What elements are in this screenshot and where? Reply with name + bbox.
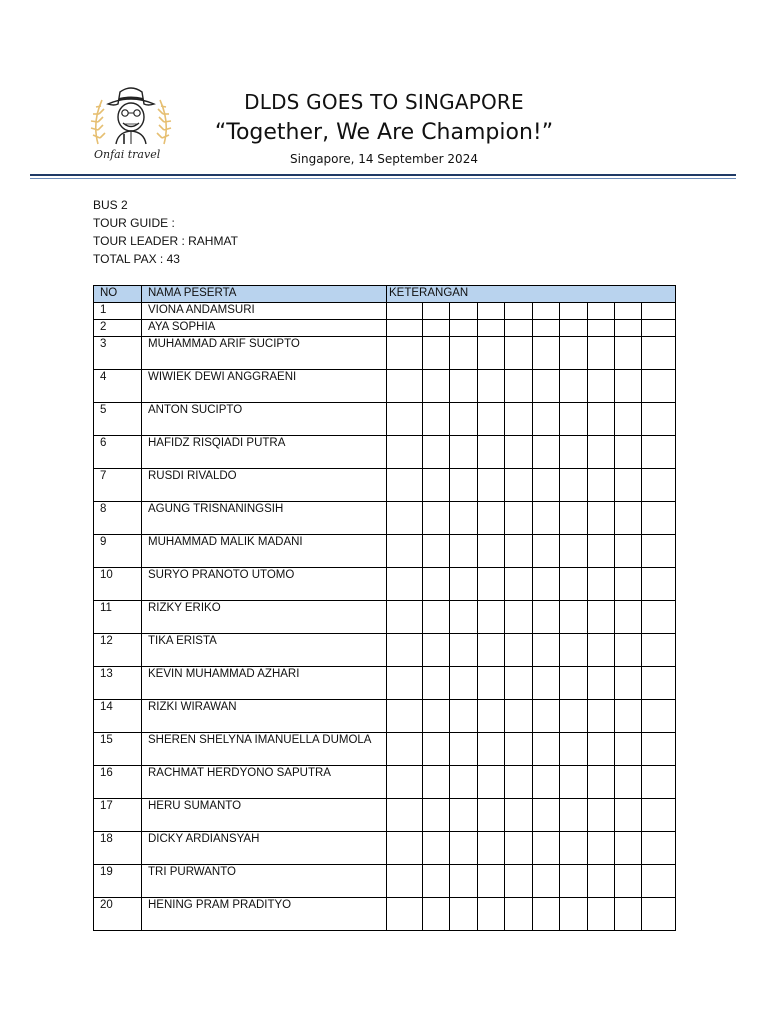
remark-cell [642, 403, 676, 436]
remark-cell [387, 634, 423, 667]
remark-cell [505, 568, 533, 601]
remark-cell [505, 469, 533, 502]
remark-cell [478, 634, 505, 667]
remark-cell [450, 700, 478, 733]
row-number: 12 [94, 634, 142, 667]
remark-cell [642, 436, 676, 469]
table-row [94, 469, 676, 502]
tour-leader-label: TOUR LEADER : RAHMAT [93, 234, 238, 248]
remark-cell [505, 403, 533, 436]
remark-cell [387, 568, 423, 601]
table-row [94, 502, 676, 535]
remark-cell [505, 337, 533, 370]
remark-cell [478, 700, 505, 733]
remark-cell [423, 832, 450, 865]
remark-cell [478, 436, 505, 469]
row-number: 18 [94, 832, 142, 865]
remark-cell [615, 898, 642, 931]
remark-cell [533, 634, 560, 667]
row-number: 20 [94, 898, 142, 931]
remark-cell [560, 502, 588, 535]
remark-cell [642, 898, 676, 931]
remark-cell [505, 667, 533, 700]
remark-cell [387, 535, 423, 568]
remark-cell [450, 634, 478, 667]
remark-cell [505, 601, 533, 634]
remark-cell [533, 469, 560, 502]
remark-cell [615, 601, 642, 634]
remark-cell [450, 799, 478, 832]
remark-cell [615, 634, 642, 667]
remark-cell [423, 337, 450, 370]
remark-cell [533, 568, 560, 601]
tour-guide-label: TOUR GUIDE : [93, 216, 175, 230]
remark-cell [387, 733, 423, 766]
remark-cell [423, 403, 450, 436]
table-header-row [94, 286, 676, 303]
remark-cell [450, 303, 478, 320]
remark-cell [423, 303, 450, 320]
remark-cell [533, 799, 560, 832]
table-row [94, 832, 676, 865]
participant-name: RUSDI RIVALDO [142, 469, 387, 502]
remark-cell [533, 337, 560, 370]
remark-cell [423, 865, 450, 898]
remark-cell [387, 766, 423, 799]
remark-cell [642, 733, 676, 766]
remark-cell [505, 700, 533, 733]
remark-cell [588, 832, 615, 865]
remark-cell [450, 337, 478, 370]
remark-cell [387, 700, 423, 733]
remark-cell [642, 502, 676, 535]
remark-cell [642, 832, 676, 865]
remark-cell [505, 733, 533, 766]
participant-name: KEVIN MUHAMMAD AZHARI [142, 667, 387, 700]
remark-cell [533, 601, 560, 634]
remark-cell [387, 832, 423, 865]
remark-cell [423, 502, 450, 535]
participant-name: HAFIDZ RISQIADI PUTRA [142, 436, 387, 469]
remark-cell [478, 733, 505, 766]
remark-cell [423, 898, 450, 931]
remark-cell [387, 469, 423, 502]
remark-cell [387, 667, 423, 700]
row-number: 17 [94, 799, 142, 832]
total-pax-label: TOTAL PAX : 43 [93, 252, 180, 266]
participant-name: RIZKY ERIKO [142, 601, 387, 634]
remark-cell [450, 403, 478, 436]
participant-name: AGUNG TRISNANINGSIH [142, 502, 387, 535]
participant-name: HERU SUMANTO [142, 799, 387, 832]
remark-cell [560, 469, 588, 502]
header-rule-thin [30, 178, 736, 179]
row-number: 8 [94, 502, 142, 535]
remark-cell [450, 469, 478, 502]
row-number: 14 [94, 700, 142, 733]
remark-cell [478, 320, 505, 337]
remark-cell [615, 502, 642, 535]
bus-label: BUS 2 [93, 198, 128, 212]
remark-cell [588, 733, 615, 766]
remark-cell [387, 601, 423, 634]
remark-cell [615, 667, 642, 700]
table-row [94, 700, 676, 733]
row-number: 19 [94, 865, 142, 898]
remark-cell [387, 502, 423, 535]
slogan: “Together, We Are Champion!” [214, 120, 554, 145]
row-number: 3 [94, 337, 142, 370]
remark-cell [560, 766, 588, 799]
row-number: 10 [94, 568, 142, 601]
remark-cell [533, 303, 560, 320]
remark-cell [588, 535, 615, 568]
remark-cell [450, 568, 478, 601]
participant-name: AYA SOPHIA [142, 320, 387, 337]
remark-cell [450, 370, 478, 403]
participant-name: DICKY ARDIANSYAH [142, 832, 387, 865]
remark-cell [478, 469, 505, 502]
participant-name: RIZKI WIRAWAN [142, 700, 387, 733]
row-number: 9 [94, 535, 142, 568]
table-row [94, 370, 676, 403]
remark-cell [450, 436, 478, 469]
remark-cell [560, 601, 588, 634]
remark-cell [450, 535, 478, 568]
remark-cell [450, 766, 478, 799]
remark-cell [642, 667, 676, 700]
remark-cell [505, 320, 533, 337]
remark-cell [533, 535, 560, 568]
svg-text:Onfai travel: Onfai travel [94, 148, 161, 161]
remark-cell [423, 370, 450, 403]
remark-cell [423, 469, 450, 502]
remark-cell [505, 535, 533, 568]
remark-cell [588, 436, 615, 469]
remark-cell [642, 766, 676, 799]
remark-cell [505, 865, 533, 898]
remark-cell [450, 320, 478, 337]
remark-cell [560, 799, 588, 832]
remark-cell [533, 320, 560, 337]
remark-cell [533, 898, 560, 931]
remark-cell [533, 403, 560, 436]
remark-cell [450, 832, 478, 865]
remark-cell [505, 502, 533, 535]
participant-name: SURYO PRANOTO UTOMO [142, 568, 387, 601]
remark-cell [642, 700, 676, 733]
remark-cell [387, 436, 423, 469]
remark-cell [505, 634, 533, 667]
table-row [94, 667, 676, 700]
remark-cell [615, 337, 642, 370]
remark-cell [505, 766, 533, 799]
remark-cell [423, 436, 450, 469]
remark-cell [642, 337, 676, 370]
remark-cell [387, 799, 423, 832]
remark-cell [615, 403, 642, 436]
header-no: NO [94, 286, 142, 303]
remark-cell [533, 733, 560, 766]
remark-cell [560, 700, 588, 733]
remark-cell [588, 865, 615, 898]
remark-cell [478, 568, 505, 601]
participant-name: ANTON SUCIPTO [142, 403, 387, 436]
participant-name: VIONA ANDAMSURI [142, 303, 387, 320]
remark-cell [478, 535, 505, 568]
remark-cell [588, 370, 615, 403]
remark-cell [615, 436, 642, 469]
remark-cell [533, 700, 560, 733]
participant-name: HENING PRAM PRADITYO [142, 898, 387, 931]
remark-cell [560, 303, 588, 320]
table-row [94, 733, 676, 766]
trip-details [93, 196, 238, 268]
row-number: 16 [94, 766, 142, 799]
remark-cell [588, 502, 615, 535]
header-name: NAMA PESERTA [142, 286, 387, 303]
remark-cell [387, 320, 423, 337]
remark-cell [423, 766, 450, 799]
remark-cell [423, 535, 450, 568]
remark-cell [560, 667, 588, 700]
remark-cell [642, 303, 676, 320]
table-row [94, 601, 676, 634]
remark-cell [478, 370, 505, 403]
remark-cell [560, 898, 588, 931]
remark-cell [615, 700, 642, 733]
participant-name: TRI PURWANTO [142, 865, 387, 898]
row-number: 11 [94, 601, 142, 634]
remark-cell [478, 601, 505, 634]
remark-cell [450, 667, 478, 700]
remark-cell [533, 436, 560, 469]
participant-name: MUHAMMAD MALIK MADANI [142, 535, 387, 568]
remark-cell [588, 303, 615, 320]
remark-cell [615, 799, 642, 832]
remark-cell [478, 403, 505, 436]
remark-cell [560, 370, 588, 403]
remark-cell [505, 370, 533, 403]
table-row [94, 303, 676, 320]
remark-cell [450, 733, 478, 766]
participant-name: MUHAMMAD ARIF SUCIPTO [142, 337, 387, 370]
remark-cell [478, 502, 505, 535]
date-line: Singapore, 14 September 2024 [290, 152, 478, 166]
remark-cell [478, 865, 505, 898]
remark-cell [387, 337, 423, 370]
remark-cell [588, 568, 615, 601]
remark-cell [533, 766, 560, 799]
remark-cell [615, 535, 642, 568]
remark-cell [615, 766, 642, 799]
table-row [94, 337, 676, 370]
remark-cell [642, 799, 676, 832]
remark-cell [588, 601, 615, 634]
remark-cell [387, 370, 423, 403]
remark-cell [423, 733, 450, 766]
remark-cell [505, 799, 533, 832]
remark-cell [615, 320, 642, 337]
table-row [94, 403, 676, 436]
remark-cell [615, 469, 642, 502]
remark-cell [588, 337, 615, 370]
header-remarks: KETERANGAN [387, 286, 676, 303]
table-row [94, 766, 676, 799]
remark-cell [387, 898, 423, 931]
remark-cell [615, 832, 642, 865]
remark-cell [642, 634, 676, 667]
table-row [94, 898, 676, 931]
remark-cell [615, 733, 642, 766]
remark-cell [533, 865, 560, 898]
table-row [94, 865, 676, 898]
participant-table [93, 285, 676, 931]
remark-cell [505, 898, 533, 931]
remark-cell [423, 601, 450, 634]
remark-cell [423, 634, 450, 667]
remark-cell [450, 601, 478, 634]
remark-cell [560, 436, 588, 469]
participant-name: SHEREN SHELYNA IMANUELLA DUMOLA [142, 733, 387, 766]
remark-cell [642, 370, 676, 403]
remark-cell [387, 403, 423, 436]
remark-cell [588, 799, 615, 832]
remark-cell [642, 568, 676, 601]
row-number: 7 [94, 469, 142, 502]
remark-cell [450, 502, 478, 535]
row-number: 13 [94, 667, 142, 700]
remark-cell [642, 865, 676, 898]
remark-cell [478, 303, 505, 320]
participant-name: WIWIEK DEWI ANGGRAENI [142, 370, 387, 403]
row-number: 5 [94, 403, 142, 436]
row-number: 2 [94, 320, 142, 337]
participant-name: TIKA ERISTA [142, 634, 387, 667]
remark-cell [588, 469, 615, 502]
table-row [94, 799, 676, 832]
remark-cell [588, 700, 615, 733]
row-number: 4 [94, 370, 142, 403]
remark-cell [478, 898, 505, 931]
remark-cell [423, 320, 450, 337]
remark-cell [588, 667, 615, 700]
remark-cell [560, 337, 588, 370]
table-row [94, 634, 676, 667]
remark-cell [478, 337, 505, 370]
remark-cell [533, 370, 560, 403]
remark-cell [588, 898, 615, 931]
remark-cell [423, 799, 450, 832]
remark-cell [588, 320, 615, 337]
row-number: 6 [94, 436, 142, 469]
remark-cell [642, 320, 676, 337]
remark-cell [560, 320, 588, 337]
remark-cell [588, 766, 615, 799]
remark-cell [478, 799, 505, 832]
remark-cell [615, 303, 642, 320]
remark-cell [560, 634, 588, 667]
remark-cell [478, 766, 505, 799]
remark-cell [423, 568, 450, 601]
remark-cell [560, 865, 588, 898]
remark-cell [642, 469, 676, 502]
remark-cell [505, 436, 533, 469]
header-rule [30, 174, 736, 176]
remark-cell [560, 568, 588, 601]
remark-cell [387, 865, 423, 898]
remark-cell [615, 370, 642, 403]
remark-cell [560, 535, 588, 568]
remark-cell [560, 403, 588, 436]
table-row [94, 535, 676, 568]
remark-cell [533, 667, 560, 700]
remark-cell [642, 535, 676, 568]
remark-cell [478, 832, 505, 865]
remark-cell [450, 865, 478, 898]
remark-cell [505, 832, 533, 865]
remark-cell [642, 601, 676, 634]
remark-cell [423, 700, 450, 733]
remark-cell [533, 502, 560, 535]
table-row [94, 436, 676, 469]
remark-cell [450, 898, 478, 931]
table-row [94, 568, 676, 601]
remark-cell [478, 667, 505, 700]
remark-cell [615, 865, 642, 898]
remark-cell [560, 832, 588, 865]
remark-cell [588, 403, 615, 436]
remark-cell [560, 733, 588, 766]
row-number: 1 [94, 303, 142, 320]
document-title: DLDS GOES TO SINGAPORE [244, 90, 524, 114]
remark-cell [387, 303, 423, 320]
participant-name: RACHMAT HERDYONO SAPUTRA [142, 766, 387, 799]
row-number: 15 [94, 733, 142, 766]
remark-cell [505, 303, 533, 320]
table-row [94, 320, 676, 337]
remark-cell [533, 832, 560, 865]
remark-cell [423, 667, 450, 700]
remark-cell [588, 634, 615, 667]
remark-cell [615, 568, 642, 601]
